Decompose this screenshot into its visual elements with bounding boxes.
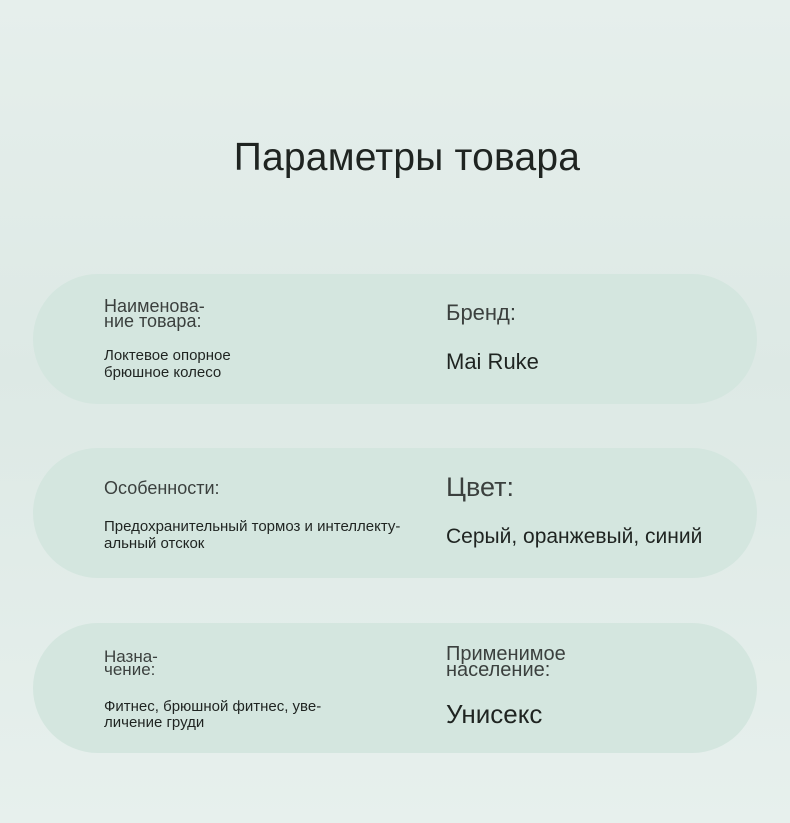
param-card-3 [33,623,757,753]
purpose-label: Назна- чение: [104,647,158,679]
product-name-field [104,274,434,381]
audience-label: Применимое население: [446,643,566,681]
features-value: Предохранительный тормоз и интеллекту- альный отскок [104,518,401,552]
purpose-value: Фитнес, брюшной фитнес, уве- личение груди [104,698,322,731]
features-label: Особенности: [104,478,220,498]
brand-field [446,274,746,374]
page-title: Параметры товара [233,136,581,179]
audience-field [446,623,746,728]
purpose-field [104,623,434,731]
audience-value: Унисекс [446,699,543,729]
product-name-label: Наименова- ние товара: [104,296,205,331]
param-card-2 [33,448,757,578]
brand-label: Бренд: [446,300,517,325]
param-card-1 [33,274,757,404]
features-field [104,448,434,552]
color-value: Серый, оранжевый, синий [446,525,703,548]
color-label: Цвет: [446,472,515,502]
brand-value: Mai Ruke [446,349,539,374]
color-field [446,448,746,549]
product-name-value: Локтевое опорное брюшное колесо [104,347,231,381]
